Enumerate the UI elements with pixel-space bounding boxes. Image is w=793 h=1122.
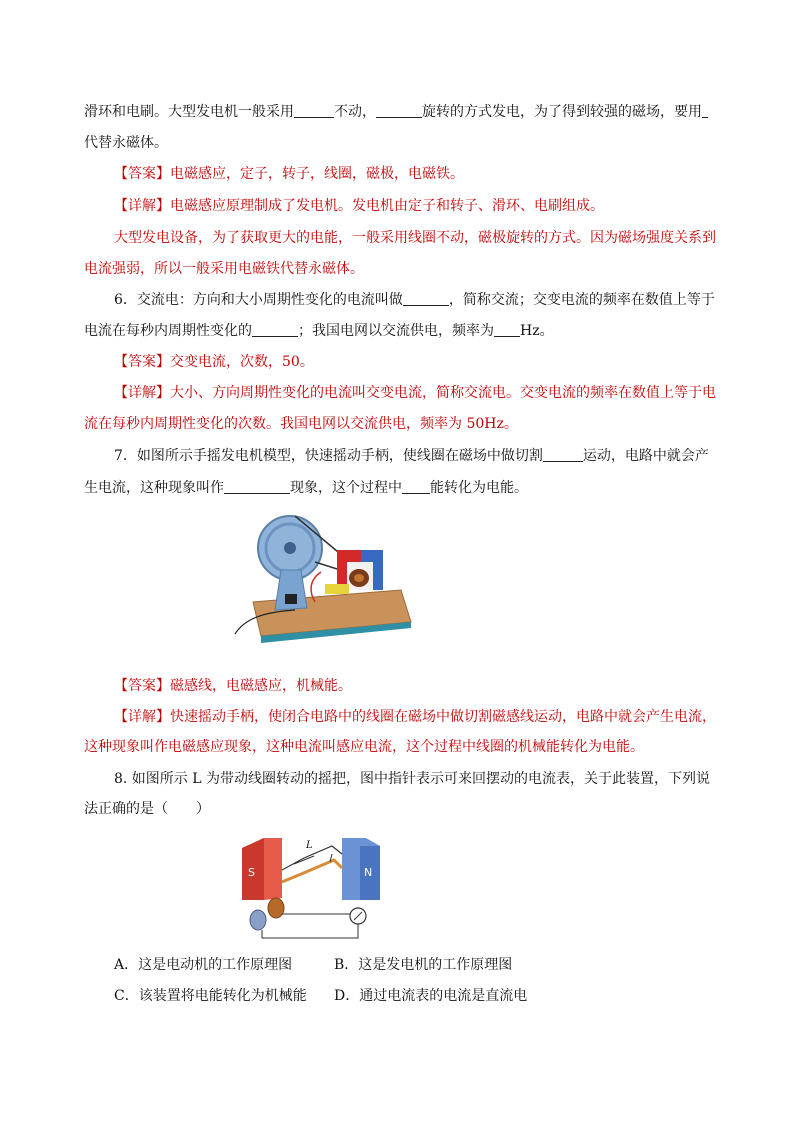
label-s: S <box>248 866 255 879</box>
q6-text: ，简称交流；交变电流的频率在数值上等于 <box>448 292 715 308</box>
q7-blank-1[interactable] <box>543 447 583 462</box>
detail-tag: 【详解】 <box>114 198 170 214</box>
q7-text: 能转化为电能。 <box>430 480 528 496</box>
detail-text: 快速摇动手柄，使闭合电路中的线圈在磁场中做切割磁感线运动，电路中就会产生电流， <box>170 709 716 725</box>
q8-text: 8. 如图所示 L 为带动线圈转动的摇把，图中指针表示可来回摆动的电流表，关于此装置，下列说 <box>114 771 711 787</box>
q5-detail-3: 电流强弱，所以一般采用电磁铁代替永磁体。 <box>84 261 364 277</box>
q7-text: 生电流，这种现象叫作 <box>84 480 224 496</box>
option-b[interactable]: B．这是发电机的工作原理图 <box>334 957 513 973</box>
answer-tag: 【答案】 <box>114 166 170 182</box>
option-d[interactable]: D．通过电流表的电流是直流电 <box>334 988 528 1004</box>
detail-text: 电磁感应原理制成了发电机。发电机由定子和转子、滑环、电刷组成。 <box>170 198 604 214</box>
q6-blank-1[interactable] <box>403 291 449 306</box>
q6-detail-2: 流在每秒内周期性变化的次数。我国电网以交流供电，频率为 50Hz。 <box>84 416 518 432</box>
circuit-wire <box>262 924 358 938</box>
answer-tag: 【答案】 <box>114 354 170 370</box>
label-n: N <box>364 866 373 879</box>
q5-blank-2[interactable] <box>376 103 422 118</box>
detail-tag: 【详解】 <box>114 385 170 401</box>
answer-text: 电磁感应，定子，转子，线圈，磁极，电磁铁。 <box>170 166 464 182</box>
q5-text: 不动， <box>334 104 376 120</box>
q5-blank-3[interactable] <box>702 103 708 118</box>
q5-text: 滑环和电刷。大型发电机一般采用 <box>84 104 294 120</box>
label-l: L <box>306 840 313 851</box>
q7-text: 7．如图所示手摇发电机模型，快速摇动手柄，使线圈在磁场中做切割 <box>114 448 543 464</box>
q7-blank-3[interactable] <box>402 479 430 494</box>
slip-ring <box>250 910 266 930</box>
crank <box>325 584 349 594</box>
q6-text: ；我国电网以交流供电，频率为 <box>298 323 494 339</box>
q6-blank-3[interactable] <box>494 322 520 337</box>
q5-text: 代替永磁体。 <box>84 135 168 151</box>
q8-line-1 <box>84 769 710 789</box>
coil-loop <box>282 860 342 882</box>
generator-principle-figure <box>234 828 384 944</box>
arrow <box>294 856 314 864</box>
q7-detail <box>114 707 716 727</box>
q6-answer <box>114 352 314 372</box>
answer-text: 交变电流，次数，50。 <box>170 354 314 370</box>
q5-text: 旋转的方式发电，为了得到较强的磁场，要用 <box>422 104 702 120</box>
terminal <box>285 594 297 604</box>
q7-line-1 <box>84 446 709 466</box>
q5-answer <box>114 164 464 184</box>
q5-blank-1[interactable] <box>294 103 334 118</box>
q6-blank-2[interactable] <box>252 322 298 337</box>
answer-text: 磁感线，电磁感应，机械能。 <box>170 678 352 694</box>
q6-line-2 <box>84 321 554 341</box>
q7-text: 现象，这个过程中 <box>290 480 402 496</box>
q5-line-1 <box>84 102 708 122</box>
option-a[interactable]: A．这是电动机的工作原理图 <box>114 957 293 973</box>
q7-answer <box>114 676 352 696</box>
detail-text: 大小、方向周期性变化的电流叫交变电流，简称交流电。交变电流的频率在数值上等于电 <box>170 385 716 401</box>
q6-line-1 <box>84 290 715 310</box>
q6-detail <box>114 383 716 403</box>
q6-text: 6．交流电：方向和大小周期性变化的电流叫做 <box>114 292 403 308</box>
q8-line-2: 法正确的是（ ） <box>84 801 210 817</box>
wheel-hub <box>284 542 296 554</box>
q6-text: 电流在每秒内周期性变化的 <box>84 323 252 339</box>
detail-tag: 【详解】 <box>114 709 170 725</box>
q7-blank-2[interactable] <box>224 479 290 494</box>
answer-tag: 【答案】 <box>114 678 170 694</box>
q5-detail <box>114 196 604 216</box>
q6-text: Hz。 <box>520 323 554 339</box>
slip-ring <box>268 898 284 918</box>
q7-text: 运动，电路中就会产 <box>582 448 709 464</box>
hand-crank-generator-figure <box>225 510 415 645</box>
option-c[interactable]: C．该装置将电能转化为机械能 <box>114 988 307 1004</box>
q7-line-2 <box>84 478 528 498</box>
q5-line-2 <box>84 133 168 153</box>
coil-core <box>354 574 364 582</box>
q5-detail-2: 大型发电设备，为了获取更大的电能，一般采用线圈不动，磁极旋转的方式。因为磁场强度关系到 <box>114 230 716 246</box>
q7-detail-2: 这种现象叫作电磁感应现象，这种电流叫感应电流，这个过程中线圈的机械能转化为电能。 <box>84 739 644 755</box>
